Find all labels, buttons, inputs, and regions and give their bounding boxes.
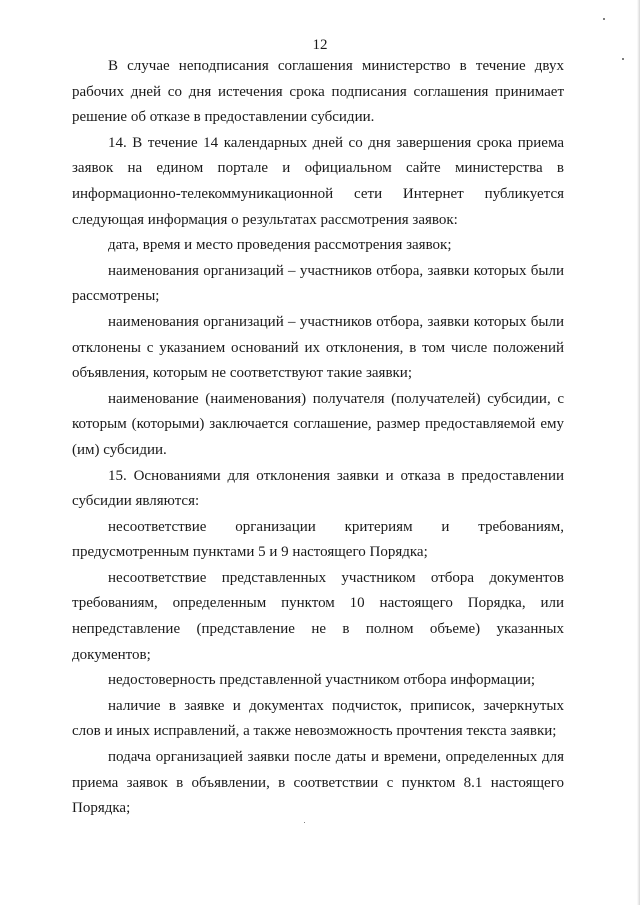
paragraph-14-publication: 14. В течение 14 календарных дней со дня завершения срока приема заявок на едином портале и официальном сайте министерства в информационно-телекоммуникационной сети Интернет публикуется следующая информация о результатах рассмотрения заявок: bbox=[72, 134, 564, 228]
list-item-date-time-place: дата, время и место проведения рассмотрения заявок; bbox=[108, 237, 452, 254]
list-item-rejected-organizations: наименования организаций – участников отбора, заявки которых были отклонены с указанием оснований их отклонения, в том числе положений объявления, которым не соответствуют такие заявки; bbox=[72, 313, 564, 382]
scan-speck bbox=[304, 822, 305, 823]
list-item-subsidy-recipients: наименование (наименования) получателя (получателей) субсидии, с которым (которыми) заключается соглашение, размер предоставляемой ему (им) субсидии. bbox=[72, 390, 564, 458]
paragraph-15-grounds: 15. Основаниями для отклонения заявки и отказа в предоставлении субсидии являются: bbox=[72, 467, 564, 510]
list-item-unreliable-information: недостоверность представленной участником отбора информации; bbox=[108, 672, 536, 689]
document-body bbox=[72, 54, 564, 822]
list-item-late-submission: подача организацией заявки после даты и времени, определенных для приема заявок в объявлении, в соответствии с пунктом 8.1 настоящего Порядка; bbox=[72, 749, 564, 817]
scan-speck bbox=[622, 58, 624, 60]
list-item-corrections-in-application: наличие в заявке и документах подчисток, приписок, зачеркнутых слов и иных исправлений, а также невозможность прочтения текста заявки; bbox=[72, 697, 564, 740]
list-item-criteria-mismatch: несоответствие организации критериям и требованиям, предусмотренным пунктами 5 и 9 настоящего Порядка; bbox=[72, 518, 564, 561]
page-number: 12 bbox=[312, 37, 328, 53]
paragraph-refusal-unsigned: В случае неподписания соглашения министерство в течение двух рабочих дней со дня истечения срока подписания соглашения принимает решение об отказе в предоставлении субсидии. bbox=[72, 58, 564, 126]
list-item-considered-organizations: наименования организаций – участников отбора, заявки которых были рассмотрены; bbox=[72, 262, 564, 305]
list-item-documents-mismatch: несоответствие представленных участником отбора документов требованиям, определенным пунктом 10 настоящего Порядка, или непредставление (представление не в полном объеме) указанных документов; bbox=[72, 569, 564, 663]
scan-speck bbox=[603, 18, 605, 20]
